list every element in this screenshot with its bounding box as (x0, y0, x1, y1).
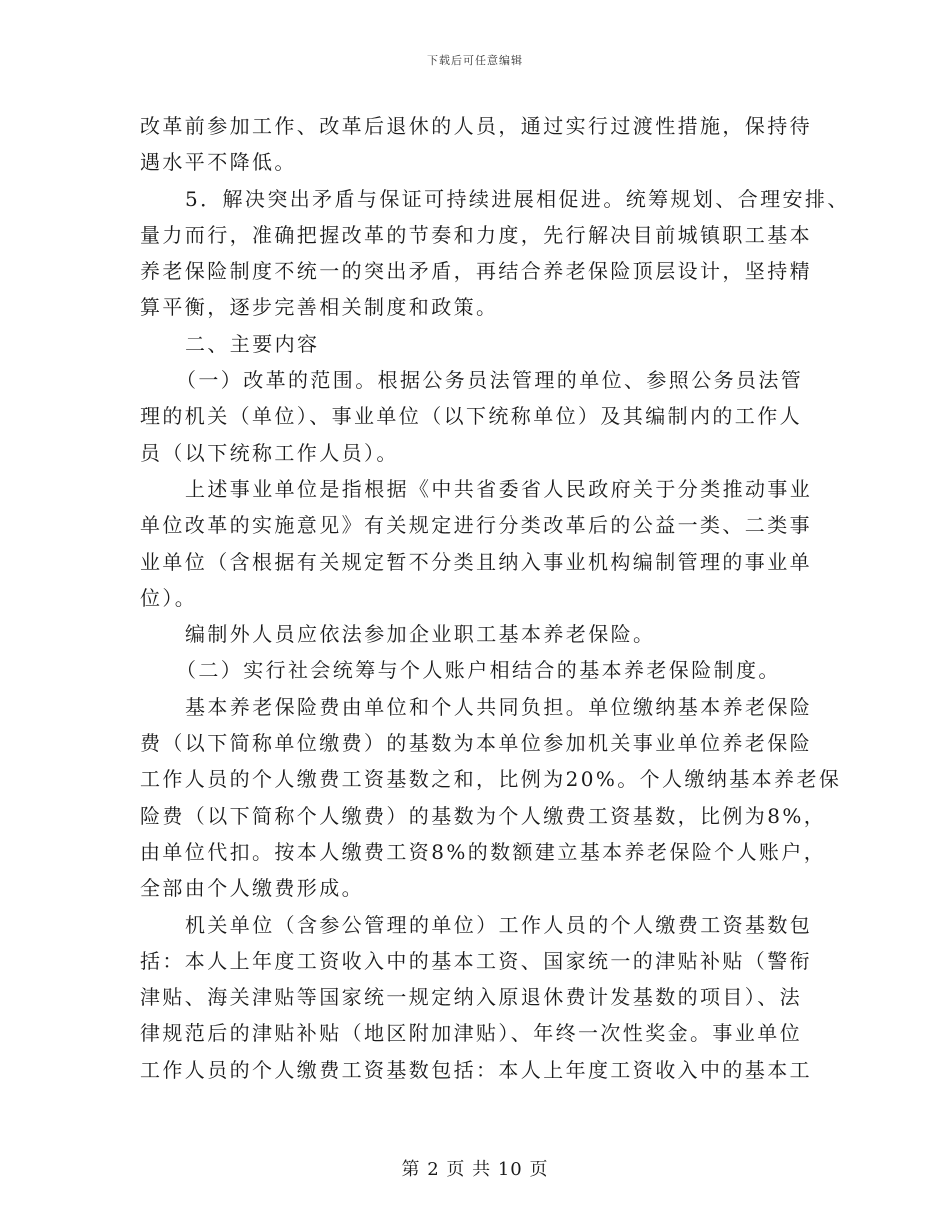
header-note: 下载后可任意编辑 (427, 54, 523, 67)
paragraph-line: 工作人员的个人缴费工资基数之和，比例为20%。个人缴纳基本养老保 (140, 767, 842, 792)
paragraph-line: 遇水平不降低。 (140, 150, 297, 175)
paragraph-line: 律规范后的津贴补贴（地区附加津贴）、年终一次性奖金。事业单位 (140, 1021, 802, 1046)
paragraph-line: 上述事业单位是指根据《中共省委省人民政府关于分类推动事业 (185, 476, 813, 501)
paragraph-line: （一）改革的范围。根据公务员法管理的单位、参照公务员法管 (176, 368, 804, 393)
paragraph-line: 津贴、海关津贴等国家统一规定纳入原退休费计发基数的项目）、法 (140, 985, 802, 1010)
paragraph-line: 改革前参加工作、改革后退休的人员，通过实行过渡性措施，保持待 (140, 114, 812, 138)
paragraph-line: （二）实行社会统筹与个人账户相结合的基本养老保险制度。 (176, 658, 781, 683)
paragraph-line: 单位改革的实施意见》有关规定进行分类改革后的公益一类、二类事 (140, 513, 812, 538)
paragraph-line: 险费（以下简称个人缴费）的基数为个人缴费工资基数，比例为8%， (140, 803, 827, 828)
paragraph-line: 位）。 (140, 585, 198, 610)
paragraph-line: 员（以下统称工作人员）。 (140, 440, 399, 465)
paragraph-line: 5．解决突出矛盾与保证可持续进展相促进。统筹规划、合理安排、 (185, 186, 850, 211)
paragraph-line: 养老保险制度不统一的突出矛盾，再结合养老保险顶层设计，坚持精 (140, 259, 812, 284)
paragraph-line: 工作人员的个人缴费工资基数包括：本人上年度工资收入中的基本工 (140, 1057, 812, 1082)
paragraph-line: 费（以下简称单位缴费）的基数为本单位参加机关事业单位养老保险 (140, 731, 812, 756)
paragraph-line: 全部由个人缴费形成。 (140, 876, 364, 901)
paragraph-line: 括：本人上年度工资收入中的基本工资、国家统一的津贴补贴（警衔 (140, 948, 812, 973)
paragraph-line: 算平衡，逐步完善相关制度和政策。 (140, 295, 499, 320)
paragraph-line: 编制外人员应依法参加企业职工基本养老保险。 (185, 622, 656, 647)
paragraph-line: 理的机关（单位）、事业单位（以下统称单位）及其编制内的工作人 (140, 404, 802, 429)
paragraph-line: 机关单位（含参公管理的单位）工作人员的个人缴费工资基数包 (185, 912, 813, 937)
paragraph-line: 基本养老保险费由单位和个人共同负担。单位缴纳基本养老保险 (185, 694, 813, 719)
paragraph-line: 业单位（含根据有关规定暂不分类且纳入事业机构编制管理的事业单 (140, 549, 812, 574)
paragraph-line: 由单位代扣。按本人缴费工资8%的数额建立基本养老保险个人账户， (140, 839, 827, 864)
document-body (140, 108, 850, 1088)
section-heading: 二、主要内容 (185, 331, 320, 356)
page-number: 第 2 页 共 10 页 (401, 1159, 549, 1180)
paragraph-line: 量力而行，准确把握改革的节奏和力度，先行解决目前城镇职工基本 (140, 222, 812, 247)
